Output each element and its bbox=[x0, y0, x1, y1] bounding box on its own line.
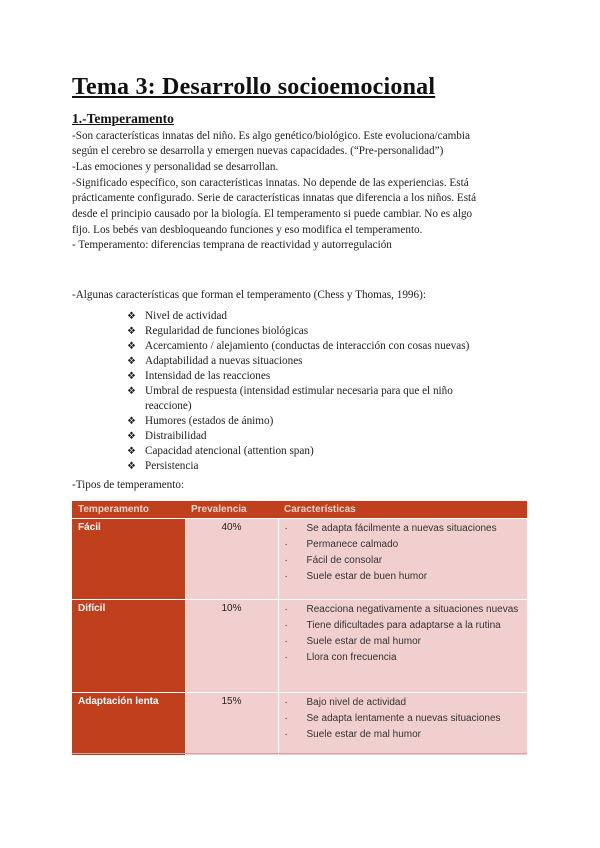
characteristic-item bbox=[127, 369, 469, 384]
characteristic-item bbox=[127, 324, 469, 339]
trait-text: Permanece calmado bbox=[306, 539, 399, 550]
table-row bbox=[72, 693, 527, 756]
diamond-bullet-icon: ❖ bbox=[127, 356, 136, 367]
paragraph-line: prácticamente configurado. Serie de características innatas que diferencia a los niños. Está bbox=[72, 192, 477, 204]
traits-cell bbox=[278, 519, 527, 600]
characteristic-text: Adaptabilidad a nuevas situaciones bbox=[145, 355, 303, 367]
trait-item bbox=[283, 569, 524, 585]
dot-bullet-icon: · bbox=[284, 636, 288, 647]
characteristic-text: Nivel de actividad bbox=[145, 310, 228, 322]
characteristic-text: Distraibilidad bbox=[145, 430, 207, 442]
trait-item bbox=[283, 727, 524, 743]
trait-text: Fácil de consolar bbox=[306, 555, 383, 566]
dot-bullet-icon: · bbox=[284, 555, 288, 566]
characteristic-item bbox=[127, 414, 469, 429]
paragraph-line: según el cerebro se desarrolla y emergen nuevas capacidades. (“Pre-personalidad”) bbox=[72, 145, 444, 157]
characteristic-text: Regularidad de funciones biológicas bbox=[145, 325, 309, 337]
traits-list bbox=[283, 521, 524, 585]
paragraph-line: - Temperamento: diferencias temprana de reactividad y autorregulación bbox=[72, 239, 392, 251]
section-heading: 1.-Temperamento bbox=[72, 111, 174, 126]
table-bottom-border bbox=[72, 753, 527, 754]
table-header-row bbox=[72, 501, 527, 519]
trait-text: Llora con frecuencia bbox=[306, 652, 397, 663]
paragraph-line: -Significado específico, son características innatas. No depende de las experiencias. Está bbox=[72, 177, 469, 189]
dot-bullet-icon: · bbox=[284, 713, 288, 724]
trait-item bbox=[283, 711, 524, 727]
trait-item bbox=[283, 695, 524, 711]
paragraph-line: fijo. Los bebés van desbloqueando funciones y eso modifica el temperamento. bbox=[72, 224, 423, 236]
trait-item bbox=[283, 602, 524, 618]
dot-bullet-icon: · bbox=[284, 539, 288, 550]
diamond-bullet-icon: ❖ bbox=[127, 461, 136, 472]
diamond-bullet-icon: ❖ bbox=[127, 386, 136, 397]
trait-text: Tiene dificultades para adaptarse a la rutina bbox=[306, 620, 501, 631]
dot-bullet-icon: · bbox=[284, 729, 288, 740]
trait-text: Se adapta fácilmente a nuevas situaciones bbox=[306, 523, 497, 534]
traits-list bbox=[283, 695, 524, 743]
trait-item bbox=[283, 553, 524, 569]
trait-text: Suele estar de mal humor bbox=[306, 636, 422, 647]
header-temperamento: Temperamento bbox=[72, 501, 185, 519]
header-prevalencia: Prevalencia bbox=[185, 501, 278, 519]
table-row bbox=[72, 600, 527, 693]
trait-text: Se adapta lentamente a nuevas situaciones bbox=[306, 713, 501, 724]
diamond-bullet-icon: ❖ bbox=[127, 431, 136, 442]
traits-list bbox=[283, 602, 524, 666]
diamond-bullet-icon: ❖ bbox=[127, 341, 136, 352]
table-row bbox=[72, 519, 527, 600]
trait-item bbox=[283, 650, 524, 666]
diamond-bullet-icon: ❖ bbox=[127, 446, 136, 457]
dot-bullet-icon: · bbox=[284, 523, 288, 534]
characteristic-text: Umbral de respuesta (intensidad estimular necesaria para que el niño reaccione) bbox=[145, 385, 453, 412]
diamond-bullet-icon: ❖ bbox=[127, 311, 136, 322]
paragraph-line: -Las emociones y personalidad se desarrollan. bbox=[72, 161, 279, 173]
dot-bullet-icon: · bbox=[284, 604, 288, 615]
characteristic-item bbox=[127, 309, 469, 324]
trait-item bbox=[283, 537, 524, 553]
trait-text: Reacciona negativamente a situaciones nuevas bbox=[306, 604, 519, 615]
page-title: Tema 3: Desarrollo socioemocional bbox=[72, 74, 436, 100]
dot-bullet-icon: · bbox=[284, 571, 288, 582]
characteristic-item bbox=[127, 444, 469, 459]
temperament-name: Difícil bbox=[72, 600, 185, 693]
dot-bullet-icon: · bbox=[284, 652, 288, 663]
prevalence-value: 10% bbox=[185, 600, 278, 693]
trait-text: Suele estar de buen humor bbox=[306, 571, 428, 582]
dot-bullet-icon: · bbox=[284, 620, 288, 631]
trait-item bbox=[283, 618, 524, 634]
diamond-bullet-icon: ❖ bbox=[127, 371, 136, 382]
paragraph-line: -Son características innatas del niño. Es algo genético/biológico. Este evoluciona/cambia bbox=[72, 130, 470, 142]
temperament-table bbox=[72, 501, 527, 755]
characteristic-text: Capacidad atencional (attention span) bbox=[145, 445, 314, 457]
trait-text: Bajo nivel de actividad bbox=[306, 697, 407, 708]
chess-intro: -Algunas características que forman el temperamento (Chess y Thomas, 1996): bbox=[72, 289, 426, 301]
characteristic-item bbox=[127, 339, 469, 354]
types-intro: -Tipos de temperamento: bbox=[72, 479, 185, 491]
characteristic-item bbox=[127, 429, 469, 444]
diamond-bullet-icon: ❖ bbox=[127, 326, 136, 337]
temperament-name: Fácil bbox=[72, 519, 185, 600]
header-caracteristicas: Características bbox=[278, 501, 527, 519]
characteristic-item bbox=[127, 384, 469, 414]
prevalence-value: 40% bbox=[185, 519, 278, 600]
characteristic-text: Intensidad de las reacciones bbox=[145, 370, 271, 382]
characteristic-text: Acercamiento / alejamiento (conductas de interacción con cosas nuevas) bbox=[145, 340, 470, 352]
trait-item bbox=[283, 634, 524, 650]
characteristic-text: Humores (estados de ánimo) bbox=[145, 415, 274, 427]
traits-cell bbox=[278, 600, 527, 693]
trait-text: Suele estar de mal humor bbox=[306, 729, 422, 740]
characteristic-text: Persistencia bbox=[145, 460, 199, 472]
temperament-name: Adaptación lenta bbox=[72, 693, 185, 756]
characteristic-item bbox=[127, 354, 469, 369]
paragraph-line: desde el principio causado por la biología. El temperamento si puede cambiar. No es algo bbox=[72, 208, 473, 220]
dot-bullet-icon: · bbox=[284, 697, 288, 708]
diamond-bullet-icon: ❖ bbox=[127, 416, 136, 427]
traits-cell bbox=[278, 693, 527, 756]
prevalence-value: 15% bbox=[185, 693, 278, 756]
trait-item bbox=[283, 521, 524, 537]
characteristics-list bbox=[127, 309, 469, 474]
characteristic-item bbox=[127, 459, 469, 474]
